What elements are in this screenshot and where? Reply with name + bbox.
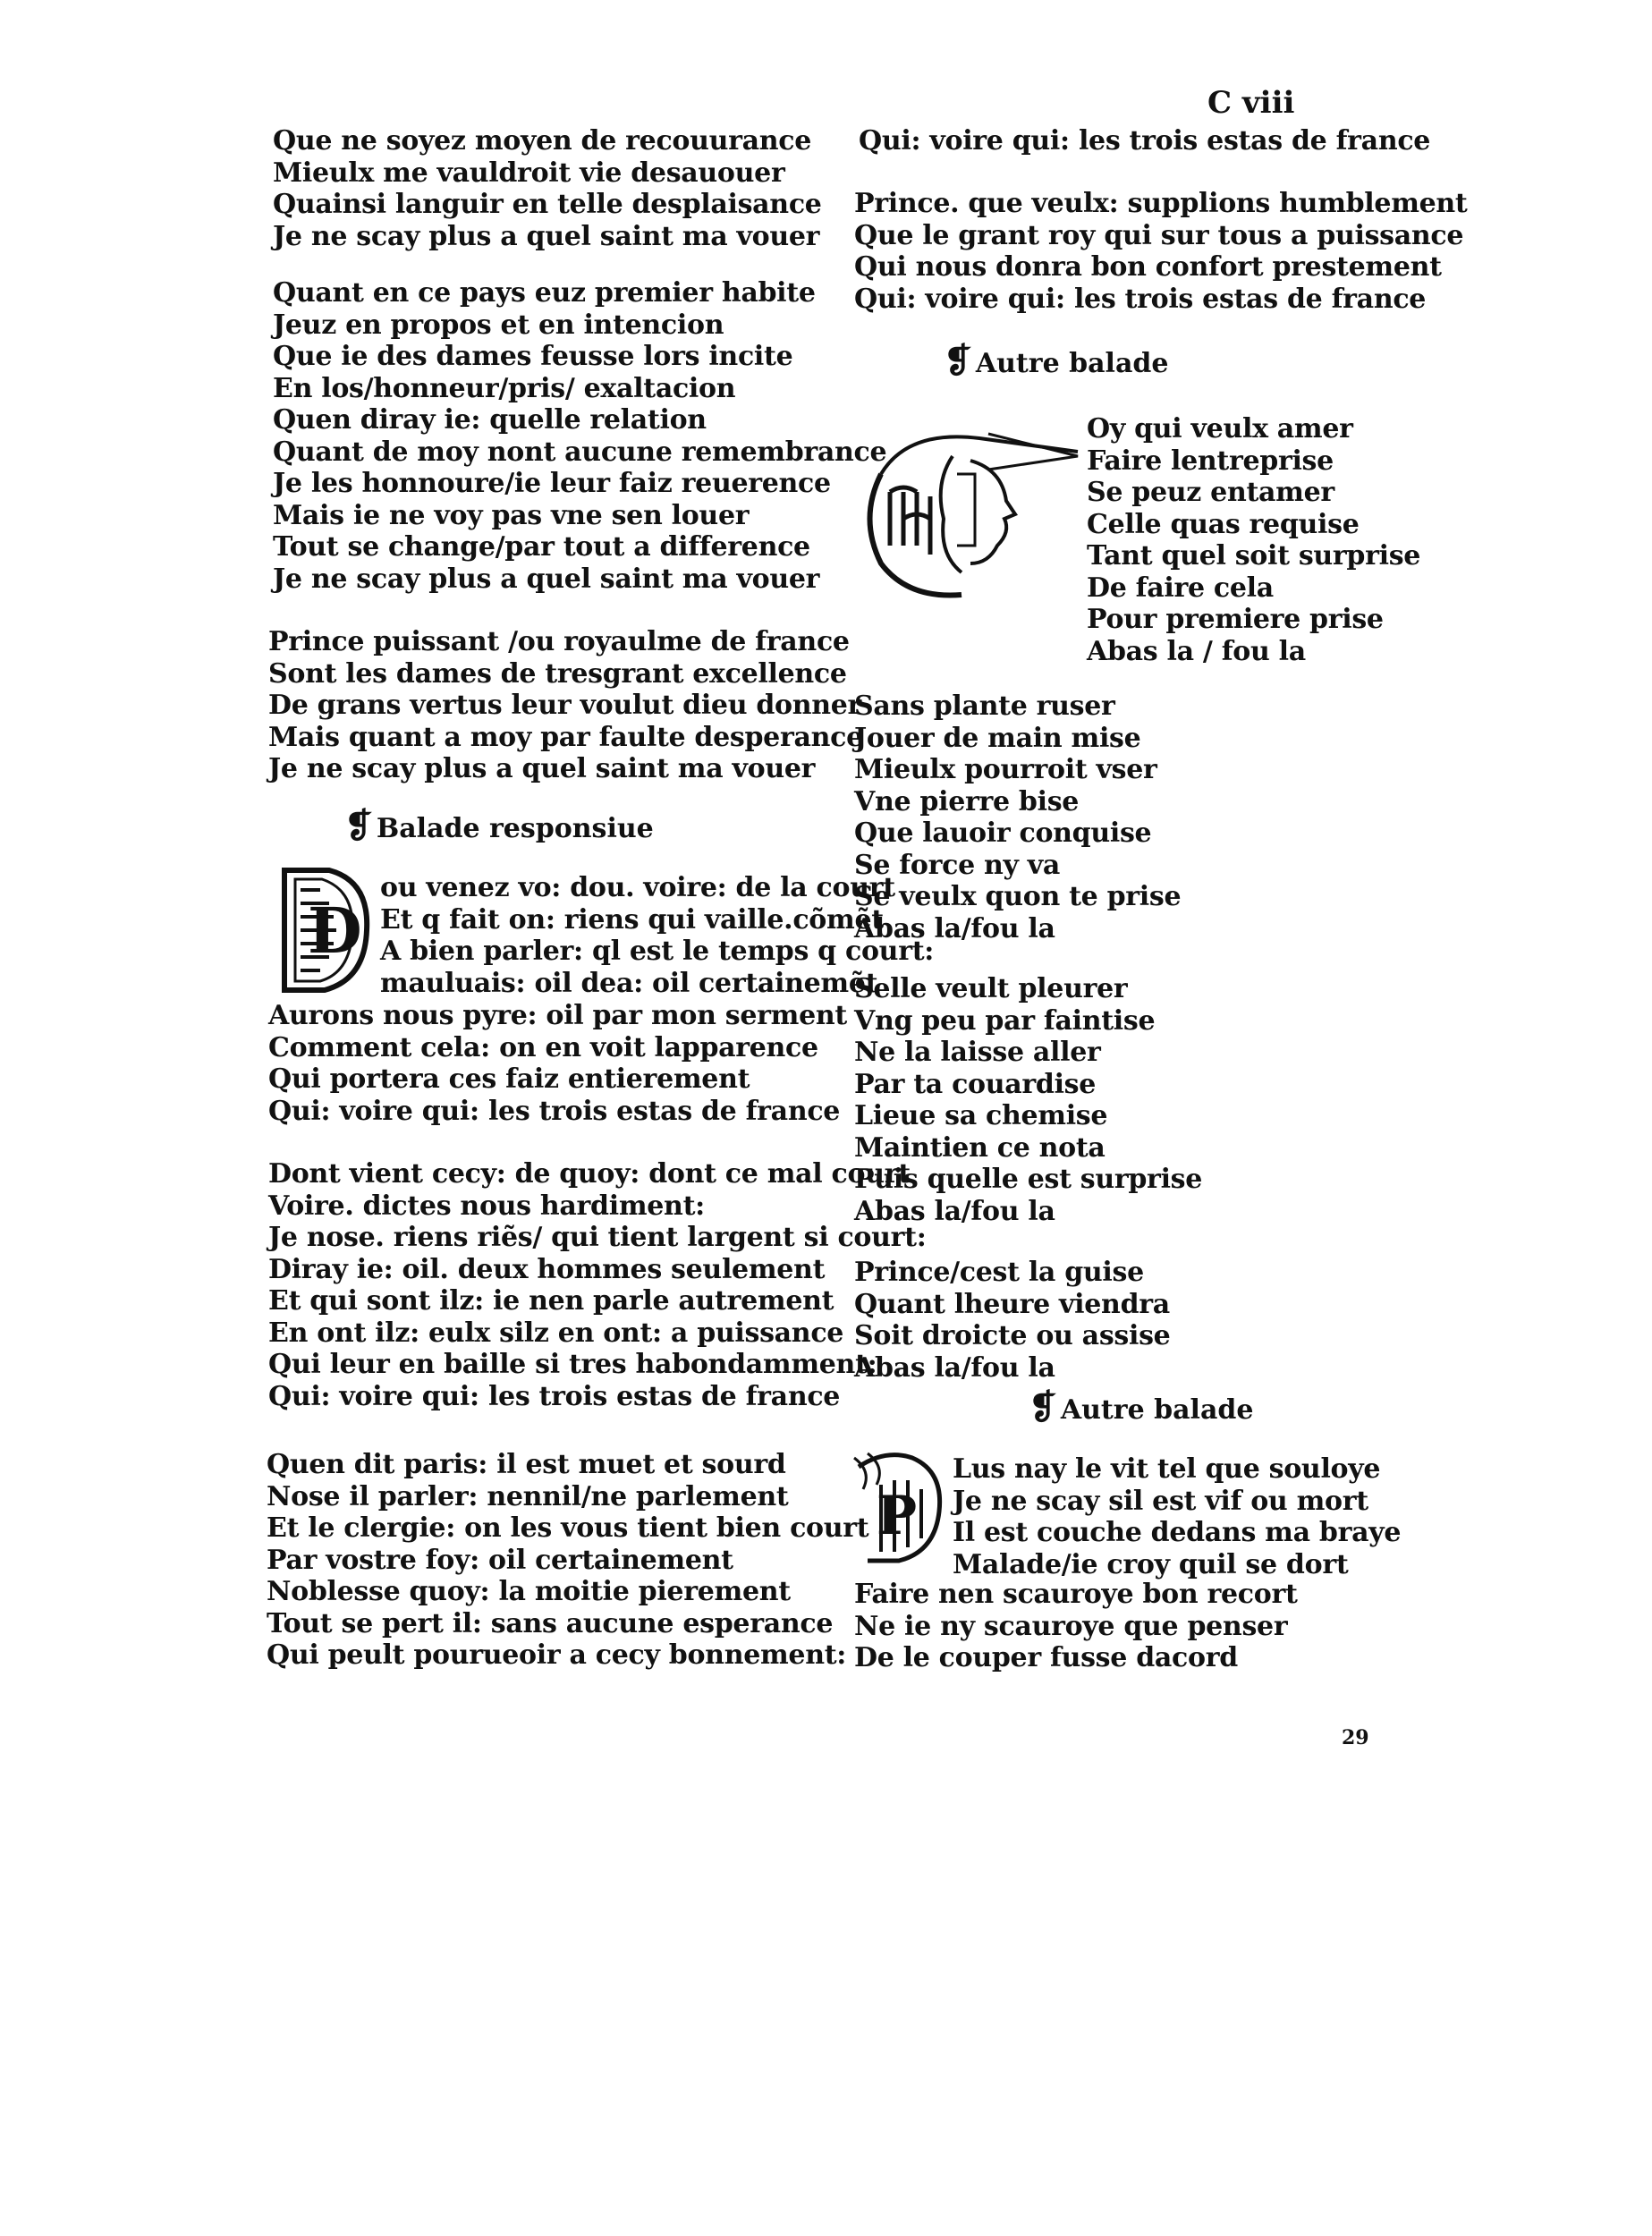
initial-p-icon: [850, 1449, 948, 1565]
verse-line: Je ne scay plus a quel saint ma vouer: [273, 220, 820, 252]
heading-text: Autre balade: [975, 348, 1169, 379]
verse-line: Qui nous donra bon confort prestement: [854, 251, 1442, 283]
verse-line: Abas la/fou la: [854, 912, 1055, 944]
decorated-initial-p: [850, 1449, 948, 1565]
verse-line: Que ie des dames feusse lors incite: [273, 341, 793, 372]
verse-line: Qui portera ces faiz entierement: [268, 1063, 750, 1095]
decorated-initial-d: [267, 863, 374, 997]
verse-line: Faire nen scauroye bon recort: [854, 1579, 1298, 1610]
verse-line: Je ne scay plus a quel saint ma vouer: [268, 753, 816, 784]
right-heading-autre-balade-1: [944, 340, 1169, 380]
verse-line: Selle veult pleurer: [854, 973, 1128, 1004]
verse-line: Soit droicte ou assise: [854, 1320, 1171, 1351]
pilcrow-icon: ❡: [944, 340, 972, 380]
verse-line: Mais quant a moy par faulte desperance: [268, 721, 863, 753]
verse-line: Qui: voire qui: les trois estas de france: [268, 1380, 841, 1412]
verse-line: Nose il parler: nennil/ne parlement: [267, 1480, 789, 1512]
verse-line: Ne la laisse aller: [854, 1037, 1101, 1068]
verse-line: Qui: voire qui: les trois estas de france: [854, 283, 1427, 315]
verse-line: Je les honnoure/ie leur faiz reuerence: [273, 468, 831, 499]
verse-line: Par ta couardise: [854, 1068, 1097, 1100]
verse-line: Quant lheure viendra: [854, 1288, 1170, 1320]
verse-line: Qui: voire qui: les trois estas de france: [268, 1095, 841, 1127]
verse-line: Par vostre foy: oil certainement: [267, 1544, 733, 1576]
verse-line: Diray ie: oil. deux hommes seulement: [268, 1253, 826, 1285]
verse-line: En los/honneur/pris/ exaltacion: [273, 372, 736, 404]
verse-line: Malade/ie croy quil se dort: [953, 1548, 1349, 1580]
verse-line: Noblesse quoy: la moitie pierement: [267, 1576, 791, 1607]
verse-line: Maintien ce nota: [854, 1131, 1106, 1164]
verse-line: Aurons nous pyre: oil par mon serment: [268, 1000, 847, 1031]
verse-line: De le couper fusse dacord: [854, 1642, 1238, 1673]
verse-line: Pour premiere prise: [1087, 604, 1384, 635]
verse-line: Vne pierre bise: [854, 785, 1080, 817]
verse-line: Que ne soyez moyen de recouurance: [273, 125, 812, 157]
verse-line: Quainsi languir en telle desplaisance: [273, 189, 822, 220]
verse-line: Quen diray ie: quelle relation: [273, 404, 707, 436]
verse-line: Tant quel soit surprise: [1087, 540, 1421, 572]
pilcrow-icon: ❡: [1029, 1386, 1057, 1427]
verse-line: Et qui sont ilz: ie nen parle autrement: [268, 1285, 834, 1317]
verse-line: mauluais: oil dea: oil certainemẽt: [380, 967, 878, 999]
verse-line: Ne ie ny scauroye que penser: [854, 1610, 1288, 1642]
verse-line: Et le clergie: on les vous tient bien court: [267, 1512, 869, 1544]
verse-line: De grans vertus leur voulut dieu donner: [268, 690, 862, 721]
folio-text: C viii: [1207, 85, 1295, 121]
verse-line: Je nose. riens riẽs/ qui tient largent si court:: [268, 1222, 927, 1253]
verse-line: Abas la/fou la: [854, 1351, 1055, 1384]
verse-line: Que lauoir conquise: [854, 817, 1152, 849]
verse-line: Dont vient cecy: de quoy: dont ce mal court: [268, 1158, 911, 1190]
heading-text: Balade responsiue: [376, 813, 654, 844]
verse-line: Se force ny va: [854, 849, 1061, 881]
svg-text:P: P: [877, 1485, 918, 1547]
verse-line: Vng peu par faintise: [854, 1004, 1156, 1037]
verse-line: Abas la / fou la: [1087, 635, 1306, 667]
verse-line: Lus nay le vit tel que souloye: [953, 1453, 1381, 1485]
verse-line: Mieulx pourroit vser: [854, 754, 1157, 785]
verse-line: ou venez vo: dou. voire: de la court: [380, 872, 895, 903]
right-heading-autre-balade-2: [1029, 1386, 1254, 1427]
verse-line: Sans plante ruser: [854, 690, 1115, 722]
page-number: [1342, 1726, 1369, 1749]
verse-line: De faire cela: [1087, 572, 1274, 604]
verse-line: Prince/cest la guise: [854, 1257, 1144, 1288]
verse-line: Prince puissant /ou royaulme de france: [268, 626, 850, 657]
verse-line: Quant en ce pays euz premier habite: [273, 277, 816, 309]
verse-line: Sont les dames de tresgrant excellence: [268, 657, 847, 690]
verse-line: Faire lentreprise: [1087, 445, 1334, 477]
verse-line: Qui peult pourueoir a cecy bonnement:: [267, 1639, 847, 1671]
verse-line: Jouer de main mise: [854, 722, 1141, 754]
heading-text: Autre balade: [1060, 1394, 1254, 1426]
verse-line: Oy qui veulx amer: [1087, 413, 1353, 445]
verse-line: Comment cela: on en voit lapparence: [268, 1031, 818, 1063]
verse-line: Celle quas requise: [1087, 508, 1360, 540]
verse-line: Jeuz en propos et en intencion: [273, 309, 724, 341]
left-heading-balade-responsiue: [344, 805, 654, 845]
verse-line: Quant de moy nont aucune remembrance: [273, 436, 887, 468]
verse-line: Je ne scay sil est vif ou mort: [953, 1485, 1368, 1517]
initial-d-icon: [267, 863, 374, 997]
verse-line: Lieue sa chemise: [854, 1100, 1108, 1131]
page-number-text: 29: [1342, 1726, 1369, 1749]
verse-line: Se peuz entamer: [1087, 477, 1334, 508]
verse-line: Se veulx quon te prise: [854, 881, 1182, 912]
portrait-initial-icon: [854, 420, 1082, 608]
verse-line: Abas la/fou la: [854, 1195, 1055, 1227]
verse-line: Que le grant roy qui sur tous a puissance: [854, 219, 1464, 251]
decorated-initial-profile: [854, 420, 1082, 608]
folio-mark: [1207, 85, 1294, 121]
verse-line: Il est couche dedans ma braye: [953, 1517, 1402, 1548]
verse-line: En ont ilz: eulx silz en ont: a puissance: [268, 1317, 844, 1349]
verse-line: Mais ie ne voy pas vne sen louer: [273, 499, 750, 531]
verse-line: Quen dit paris: il est muet et sourd: [267, 1449, 786, 1480]
verse-line: Mieulx me vauldroit vie desauouer: [273, 157, 785, 189]
verse-line: Puis quelle est surprise: [854, 1164, 1203, 1195]
verse-line: Voire. dictes nous hardiment:: [268, 1190, 705, 1222]
pilcrow-icon: ❡: [344, 805, 373, 845]
verse-line: Prince. que veulx: supplions humblement: [854, 188, 1468, 219]
verse-line: Et q fait on: riens qui vaille.cõmẽt: [380, 903, 884, 936]
verse-line: Tout se pert il: sans aucune esperance: [267, 1607, 834, 1639]
verse-line: Je ne scay plus a quel saint ma vouer: [273, 563, 820, 595]
svg-text:D: D: [308, 894, 362, 968]
verse-line: Qui leur en baille si tres habondamment:: [268, 1349, 877, 1380]
verse-line: Tout se change/par tout a difference: [273, 531, 810, 563]
verse-line: Qui: voire qui: les trois estas de france: [859, 125, 1431, 157]
verse-line: A bien parler: ql est le temps q court:: [380, 936, 935, 967]
